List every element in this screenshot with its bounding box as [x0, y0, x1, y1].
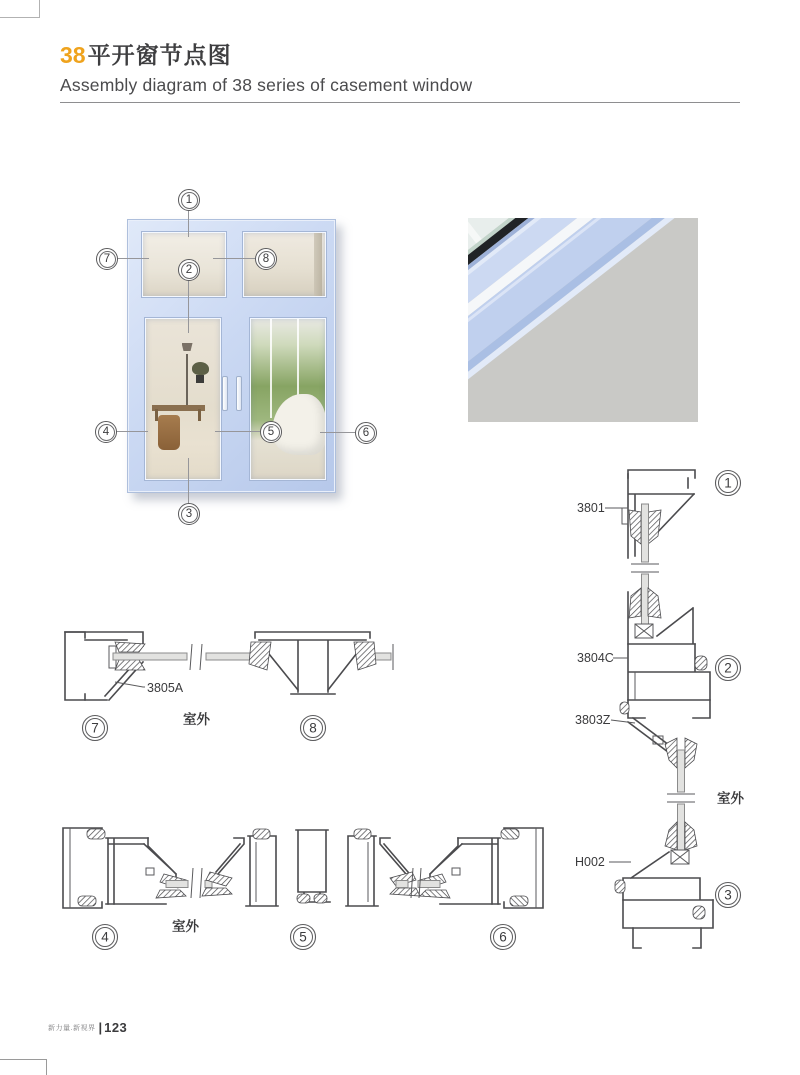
callout-6-section-number: 6 [499, 929, 507, 945]
part-label-h002: H002 [575, 855, 605, 869]
callout-2-section [716, 656, 741, 681]
stump-shape [158, 415, 180, 450]
jamb-sash-assembly-4 [63, 828, 188, 908]
part-label-3803z: 3803Z [575, 713, 611, 727]
curtain-shape [314, 233, 322, 296]
part-label-3805a: 3805A [147, 681, 184, 695]
callout-8 [255, 248, 277, 270]
callout-3 [178, 503, 200, 525]
callout-1-section [716, 471, 741, 496]
callout-2-number: 2 [185, 264, 193, 276]
window-handle-right [236, 376, 242, 411]
label-3805a [115, 681, 184, 695]
title-cn-text: 平开窗节点图 [87, 42, 232, 68]
callout-7 [96, 248, 118, 270]
footer [48, 1020, 127, 1035]
center-mullion-assembly-5 [202, 829, 420, 906]
leader-line-8 [213, 258, 255, 259]
table-leg-shape [198, 409, 201, 421]
outdoor-label-a: 室外 [183, 712, 210, 727]
callout-4 [95, 421, 117, 443]
plant-pot-shape [196, 375, 204, 383]
leader-line-1 [188, 209, 189, 237]
leader-line-4 [115, 431, 148, 432]
header-rule [60, 102, 740, 103]
window-illustration [127, 219, 336, 493]
leader-line-5 [215, 431, 260, 432]
sill-profile-h002 [615, 822, 713, 948]
jamb-profile-7 [65, 632, 145, 700]
callout-4-section [93, 925, 118, 950]
transom-lower-profile-3803z [620, 700, 710, 768]
callout-4-number: 4 [102, 426, 110, 438]
page-title [60, 42, 472, 70]
callout-6 [355, 422, 377, 444]
callout-8-number: 8 [262, 253, 270, 265]
outdoor-label-b: 室外 [172, 919, 199, 934]
mullion-profile-8 [249, 632, 376, 694]
transom-profile-2 [628, 588, 710, 700]
section-detail-4-5-6 [50, 818, 570, 958]
jamb-sash-assembly-6 [418, 828, 543, 908]
callout-5-section [291, 925, 316, 950]
label-3803z [575, 713, 635, 727]
lamp-pole-shape [186, 354, 188, 405]
leader-line-3 [188, 458, 189, 503]
outdoor-label-c: 室外 [717, 791, 744, 806]
callout-5 [260, 421, 282, 443]
label-h002 [575, 855, 631, 869]
callout-8-section [301, 716, 326, 741]
callout-7-section-number: 7 [91, 720, 99, 736]
callout-1-section-number: 1 [724, 475, 732, 491]
callout-5-section-number: 5 [299, 929, 307, 945]
corner-mark-top [0, 0, 40, 18]
head-frame-profile-1 [622, 470, 695, 558]
window-pane-bottom-left [145, 318, 221, 480]
window-frame [127, 219, 336, 493]
leader-line-7 [116, 258, 149, 259]
callout-2-section-number: 2 [724, 660, 732, 676]
callout-1 [178, 189, 200, 211]
leader-line-2 [188, 279, 189, 333]
label-3804c [577, 651, 628, 665]
callout-3-number: 3 [185, 508, 193, 520]
callout-3-section-number: 3 [724, 887, 732, 903]
section-detail-1-2-3 [565, 460, 765, 960]
callout-4-section-number: 4 [101, 929, 109, 945]
page-subtitle: Assembly diagram of 38 series of casement window [60, 74, 473, 95]
part-label-3804c: 3804C [577, 651, 614, 665]
corner-mark-bottom [0, 1059, 47, 1075]
title-series-number: 38 [60, 42, 86, 68]
profile-3d-svg [468, 218, 698, 422]
window-pane-bottom-right [250, 318, 326, 480]
leader-line-6 [320, 432, 355, 433]
header [60, 42, 472, 96]
profile-3d-render [468, 218, 698, 422]
window-pane-top-right [243, 232, 326, 297]
window-handle-left [222, 376, 228, 411]
part-label-3801: 3801 [577, 501, 605, 515]
lamp-shape [182, 343, 193, 351]
footer-divider: | [98, 1020, 103, 1035]
footer-tagline: 新力量.新视界 [48, 1024, 96, 1032]
garden-mullion-line [270, 319, 272, 418]
section-detail-7-8 [55, 616, 405, 756]
callout-6-section [491, 925, 516, 950]
callout-1-number: 1 [185, 194, 193, 206]
callout-7-number: 7 [103, 253, 111, 265]
callout-6-number: 6 [362, 427, 370, 439]
plant-shape [192, 362, 209, 375]
callout-3-section [716, 883, 741, 908]
page-number: 123 [104, 1020, 128, 1035]
callout-5-number: 5 [267, 426, 275, 438]
callout-2 [178, 259, 200, 281]
callout-7-section [83, 716, 108, 741]
callout-8-section-number: 8 [309, 720, 317, 736]
label-3801 [577, 501, 627, 515]
